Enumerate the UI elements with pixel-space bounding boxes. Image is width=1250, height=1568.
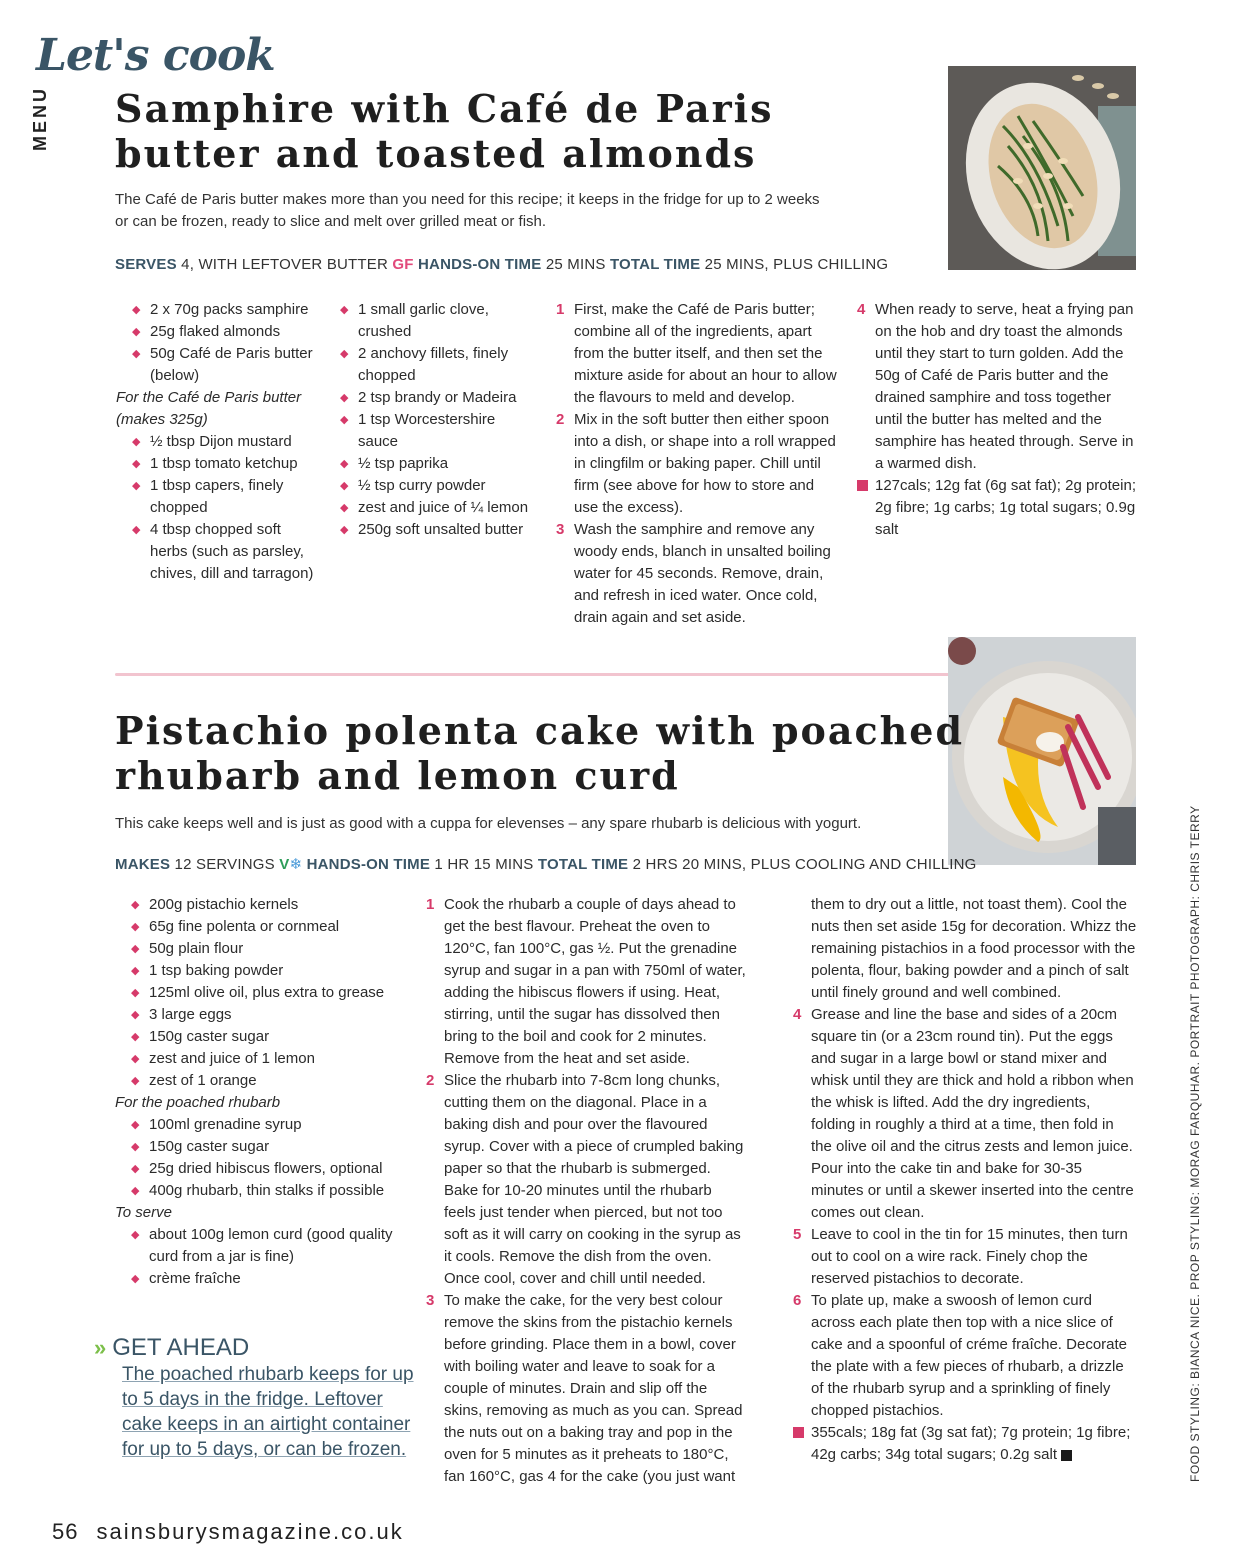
ingredient-item: ◆ 250g soft unsalted butter — [340, 519, 530, 541]
ingredient-item: ◆ 1 tsp Worcestershire sauce — [340, 409, 530, 453]
recipe1-intro — [115, 189, 875, 233]
snowflake-icon: ❄ — [289, 856, 303, 873]
recipe2-method-col1 — [426, 894, 746, 1488]
ingredient-item: ◆ 50g plain flour — [131, 938, 416, 960]
hands-on-label: HANDS-ON TIME — [418, 256, 542, 273]
ingredient-item: ◆ 25g flaked almonds — [132, 321, 322, 343]
recipe2-nutrition-text: 355cals; 18g fat (3g sat fat); 7g protein; 1g fibre; 42g carbs; 34g total sugars; 0.2g salt — [811, 1424, 1131, 1463]
step-number: 4 — [857, 301, 866, 318]
recipe1-intro-line1: The Café de Paris butter makes more than you need for this recipe; it keeps in the fridge for up to 2 weeks — [115, 191, 820, 208]
samphire-photo — [948, 66, 1136, 270]
recipe2-nutrition — [793, 1422, 1138, 1466]
method-step — [426, 894, 746, 1070]
recipe1-method-col1 — [556, 299, 842, 629]
get-ahead-box — [94, 1334, 424, 1462]
total-time-label: TOTAL TIME — [537, 856, 629, 873]
chevron-right-icon: » — [94, 1335, 107, 1360]
ingredient-subheading: For the Café de Paris butter (makes 325g) — [116, 389, 302, 428]
page-number: 56 — [52, 1519, 79, 1544]
step-text: To plate up, make a swoosh of lemon curd across each plate then top with a nice slice of cake and a spoonful of créme fraîche. Decorate the plate with a few pieces of rhubarb, a drizzle of the rhubarb syrup and a sprinkling of finely chopped pistachios. — [811, 1292, 1128, 1419]
step-number: 3 — [556, 521, 565, 538]
method-step — [556, 519, 842, 629]
ingredient-item: ◆ 2 x 70g packs samphire — [132, 299, 322, 321]
ingredient-item: ◆ ½ tbsp Dijon mustard — [132, 431, 322, 453]
step-number: 1 — [556, 301, 565, 318]
hands-on-label: HANDS-ON TIME — [306, 856, 431, 873]
method-step — [793, 1290, 1138, 1422]
ingredient-item: ◆ 1 small garlic clove, crushed — [340, 299, 530, 343]
ingredient-subheading: To serve — [115, 1204, 172, 1221]
website-link[interactable]: sainsburysmagazine.co.uk — [96, 1519, 404, 1544]
recipe1-method-list — [857, 299, 1142, 475]
step-text: Wash the samphire and remove any woody ends, blanch in unsalted boiling water for 45 seconds. Remove, drain, and refresh in iced water. Once cold, drain again and set aside. — [574, 521, 831, 626]
step-number: 1 — [426, 896, 435, 913]
recipe2-meta — [115, 855, 977, 873]
method-step — [556, 299, 842, 409]
step-number: 2 — [556, 411, 565, 428]
ingredient-item: ◆ 2 anchovy fillets, finely chopped — [340, 343, 530, 387]
recipe1-title — [115, 86, 774, 176]
total-time-label: TOTAL TIME — [609, 256, 701, 273]
ingredient-item: ◆ zest of 1 orange — [131, 1070, 416, 1092]
step-text: To make the cake, for the very best colour remove the skins from the pistachio kernels before grinding. Place them in a bowl, cover with boiling water and leave to soak for a couple of minutes. Drain and slip off the skins, removing as much as you can. Spread the nuts out on a baking tray and pop in the oven for 5 minutes as it preheats to 180°C, fan 160°C, gas 4 for the cake (you just want — [444, 1292, 743, 1485]
vegetarian-badge: V — [279, 856, 290, 873]
ingredient-item: ◆ zest and juice of ¼ lemon — [340, 497, 530, 519]
page-footer — [52, 1519, 404, 1545]
ingredient-item: ◆ 25g dried hibiscus flowers, optional — [131, 1158, 416, 1180]
ingredient-item: ◆ 3 large eggs — [131, 1004, 416, 1026]
step-text: Leave to cool in the tin for 15 minutes, then turn out to cool on a wire rack. Finely chop the reserved pistachios to decorate. — [811, 1226, 1128, 1287]
recipe1-title-line2: butter and toasted almonds — [115, 131, 757, 176]
recipe2-title — [115, 708, 964, 798]
ingredient-item: ◆ 150g caster sugar — [131, 1136, 416, 1158]
gluten-free-badge: GF — [392, 256, 414, 273]
method-step — [857, 299, 1142, 475]
ingredient-item: ◆ 2 tsp brandy or Madeira — [340, 387, 530, 409]
ingredient-item: ◆ 4 tbsp chopped soft herbs (such as parsley, chives, dill and tarragon) — [132, 519, 322, 585]
menu-tab — [30, 78, 60, 158]
ingredient-item: ◆ 125ml olive oil, plus extra to grease — [131, 982, 416, 1004]
method-step — [556, 409, 842, 519]
method-step — [793, 1224, 1138, 1290]
recipe1-nutrition-text: 127cals; 12g fat (6g sat fat); 2g protein; 2g fibre; 1g carbs; 1g total sugars; 0.9g salt — [875, 477, 1136, 538]
end-square-icon — [1061, 1450, 1072, 1461]
ingredient-item: ◆ 1 tbsp tomato ketchup — [132, 453, 322, 475]
hands-on-value: 25 MINS — [545, 256, 606, 273]
ingredient-item: ◆ 200g pistachio kernels — [131, 894, 416, 916]
recipe1-meta — [115, 256, 888, 273]
get-ahead-heading — [94, 1334, 424, 1362]
ingredient-item: ◆ 100ml grenadine syrup — [131, 1114, 416, 1136]
section-divider — [115, 673, 951, 676]
step-text: Grease and line the base and sides of a 20cm square tin (or a 23cm round tin). Put the eggs and sugar in a large bowl or stand mixer and whisk until they are thick and hold a ribbon when the whisk is lifted. Add the dry ingredients, folding in roughly a third at a time, then fold in the olive oil and the citrus zests and lemon juice. Pour into the cake tin and bake for 30-35 minutes or until a skewer inserted into the centre comes out clean. — [811, 1006, 1134, 1221]
recipe2-intro: This cake keeps well and is just as good with a cuppa for elevenses – any spare rhubarb is delicious with yogurt. — [115, 815, 862, 832]
method-step — [793, 1004, 1138, 1224]
total-time-value: 2 HRS 20 MINS, PLUS COOLING AND CHILLING — [632, 856, 977, 873]
serves-value: 4, WITH LEFTOVER BUTTER — [181, 256, 389, 273]
step-number: 4 — [793, 1006, 802, 1023]
total-time-value: 25 MINS, PLUS CHILLING — [704, 256, 889, 273]
cake-plate-image — [948, 637, 1136, 865]
ingredient-item: ◆ zest and juice of 1 lemon — [131, 1048, 416, 1070]
recipe1-ingredients-col1 — [116, 299, 322, 585]
step-number: 2 — [426, 1072, 435, 1089]
ingredient-item: ◆ 1 tbsp capers, finely chopped — [132, 475, 322, 519]
method-step — [426, 1290, 746, 1488]
square-icon — [793, 1427, 804, 1438]
step-text: First, make the Café de Paris butter; combine all of the ingredients, apart from the butter itself, and then set the mixture aside for about an hour to allow the flavours to meld and develop. — [574, 301, 837, 406]
recipe2-title-line2: rhubarb and lemon curd — [115, 753, 680, 798]
makes-value: 12 SERVINGS — [174, 856, 275, 873]
recipe1-title-line1: Samphire with Café de Paris — [115, 86, 774, 131]
step-number: 6 — [793, 1292, 802, 1309]
square-icon — [857, 480, 868, 491]
hands-on-value: 1 HR 15 MINS — [434, 856, 534, 873]
ingredient-item: ◆ 150g caster sugar — [131, 1026, 416, 1048]
step-number: 3 — [426, 1292, 435, 1309]
recipe1-intro-line2: or can be frozen, ready to slice and melt over grilled meat or fish. — [115, 213, 547, 230]
menu-tab-label: MENU — [30, 86, 50, 151]
makes-label: MAKES — [115, 856, 171, 873]
recipe1-ingredients-col2 — [340, 299, 530, 541]
ingredient-item: ◆ about 100g lemon curd (good quality curd from a jar is fine) — [131, 1224, 416, 1268]
photo-credits: FOOD STYLING: BIANCA NICE. PROP STYLING: MORAG FARQUHAR. PORTRAIT PHOTOGRAPH: CHRIS TERRY — [1188, 805, 1202, 1482]
recipe2-method-col2 — [793, 894, 1138, 1466]
method-step — [426, 1070, 746, 1290]
section-title: Let's cook — [36, 30, 275, 81]
step-text: Cook the rhubarb a couple of days ahead to get the best flavour. Preheat the oven to 120°C, fan 100°C, gas ½. Put the grenadine syrup and sugar in a pan with 750ml of water, adding the hibiscus flowers if using. Heat, stirring, until the sugar has dissolved then bring to the boil and cook for 2 minutes. Remove from the heat and set aside. — [444, 896, 746, 1067]
get-ahead-body: The poached rhubarb keeps for up to 5 days in the fridge. Leftover cake keeps in an airtight container for up to 5 days, or can be frozen. — [122, 1364, 414, 1460]
recipe2-method-list — [793, 1004, 1138, 1422]
recipe2-method-continued: them to dry out a little, not toast them). Cool the nuts then set aside 15g for decoration. Whizz the remaining pistachios in a food processor with the polenta, flour, baking powder and a pinch of salt until finely ground and well combined. — [811, 896, 1137, 1001]
recipe1-nutrition — [857, 475, 1142, 541]
ingredient-item: ◆ crème fraîche — [131, 1268, 416, 1290]
ingredient-item: ◆ ½ tsp paprika — [340, 453, 530, 475]
recipe2-title-line1: Pistachio polenta cake with poached — [115, 708, 965, 753]
ingredient-item: ◆ ½ tsp curry powder — [340, 475, 530, 497]
serves-label: SERVES — [115, 256, 177, 273]
ingredient-item: ◆ 1 tsp baking powder — [131, 960, 416, 982]
samphire-dish-image — [948, 66, 1136, 270]
step-text: Mix in the soft butter then either spoon into a dish, or shape into a roll wrapped in clingfilm or baking paper. Chill until firm (see above for how to store and use the excess). — [574, 411, 836, 516]
get-ahead-heading-text: GET AHEAD — [112, 1334, 250, 1361]
ingredient-item: ◆ 400g rhubarb, thin stalks if possible — [131, 1180, 416, 1202]
ingredient-item: ◆ 50g Café de Paris butter (below) — [132, 343, 322, 387]
ingredient-subheading: For the poached rhubarb — [115, 1094, 281, 1111]
step-number: 5 — [793, 1226, 802, 1243]
recipe2-ingredients — [115, 894, 416, 1290]
step-text: When ready to serve, heat a frying pan on the hob and dry toast the almonds until they start to turn golden. Add the 50g of Café de Paris butter and the drained samphire and toss together until the butter has melted and the samphire has heated through. Serve in a warmed dish. — [875, 301, 1134, 472]
cake-photo — [948, 637, 1136, 865]
step-text: Slice the rhubarb into 7-8cm long chunks, cutting them on the diagonal. Place in a baking dish and pour over the flavoured syrup. Cover with a piece of crumpled baking paper so that the rhubarb is submerged. Bake for 10-20 minutes until the rhubarb feels just tender when pierced, but not too soft as it will carry on cooking in the syrup as it cools. Remove the dish from the oven. Once cool, cover and chill until needed. — [444, 1072, 744, 1287]
ingredient-item: ◆ 65g fine polenta or cornmeal — [131, 916, 416, 938]
recipe1-method-col2 — [857, 299, 1142, 541]
